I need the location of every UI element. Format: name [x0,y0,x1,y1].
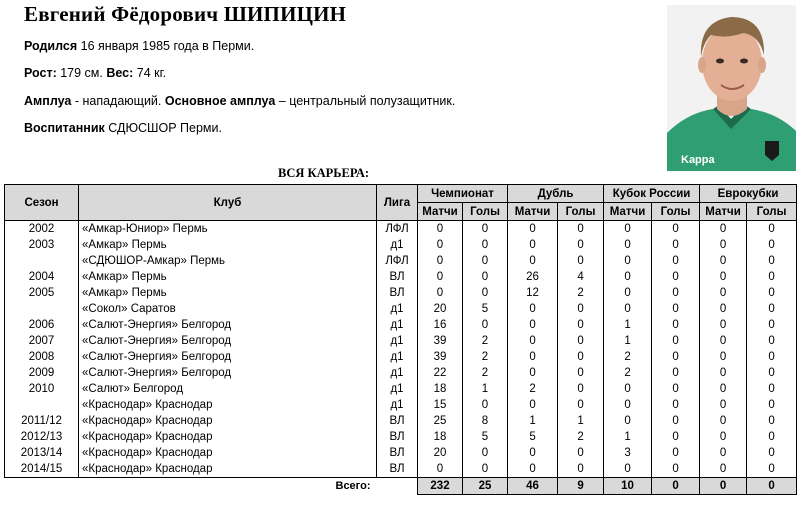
club-cell: «Амкар-Юниор» Пермь [79,221,377,238]
cup-goals-cell: 0 [652,445,700,461]
cup-matches-cell: 1 [604,317,652,333]
season-cell: 2008 [5,349,79,365]
euro-goals-cell: 0 [747,301,797,317]
reserve-goals-cell: 2 [558,429,604,445]
career-row [5,221,797,238]
reserve-matches-cell: 0 [508,237,558,253]
cup-goals-cell: 0 [652,461,700,478]
cup-matches-cell: 3 [604,445,652,461]
season-cell: 2007 [5,333,79,349]
birth-value: 16 января 1985 года в Перми. [80,39,255,53]
league-cell: ВЛ [377,269,418,285]
total-value: 9 [558,478,604,495]
career-row [5,237,797,253]
champ-goals-cell: 2 [463,349,508,365]
champ-matches-cell: 20 [418,445,463,461]
career-row [5,317,797,333]
role-label: Амплуа [24,94,72,108]
euro-matches-cell: 0 [700,237,747,253]
total-value: 10 [604,478,652,495]
champ-goals-cell: 0 [463,397,508,413]
league-cell: ЛФЛ [377,253,418,269]
totals-blank [5,478,79,495]
euro-matches-cell: 0 [700,413,747,429]
reserve-goals-cell: 4 [558,269,604,285]
champ-matches-cell: 20 [418,301,463,317]
reserve-goals-cell: 0 [558,221,604,238]
champ-goals-cell: 2 [463,333,508,349]
cup-goals-cell: 0 [652,397,700,413]
cup-matches-cell: 0 [604,301,652,317]
season-cell [5,253,79,269]
euro-matches-cell: 0 [700,269,747,285]
euro-goals-cell: 0 [747,221,797,238]
champ-goals-cell: 0 [463,253,508,269]
euro-goals-cell: 0 [747,381,797,397]
club-cell: «Краснодар» Краснодар [79,461,377,478]
euro-goals-cell: 0 [747,269,797,285]
reserve-matches-cell: 0 [508,349,558,365]
euro-matches-cell: 0 [700,301,747,317]
champ-matches-cell: 0 [418,269,463,285]
cup-goals-cell: 0 [652,349,700,365]
total-value: 46 [508,478,558,495]
club-cell: «Амкар» Пермь [79,269,377,285]
header-matches: Матчи [604,203,652,221]
header-goals: Голы [463,203,508,221]
reserve-goals-cell: 0 [558,317,604,333]
champ-goals-cell: 0 [463,317,508,333]
reserve-goals-cell: 0 [558,397,604,413]
euro-matches-cell: 0 [700,429,747,445]
champ-goals-cell: 0 [463,461,508,478]
cup-matches-cell: 0 [604,285,652,301]
euro-goals-cell: 0 [747,413,797,429]
euro-goals-cell: 0 [747,237,797,253]
euro-goals-cell: 0 [747,317,797,333]
weight-label: Вес: [106,66,134,80]
euro-matches-cell: 0 [700,381,747,397]
cup-goals-cell: 0 [652,333,700,349]
club-cell: «Салют» Белгород [79,381,377,397]
champ-matches-cell: 0 [418,237,463,253]
reserve-matches-cell: 12 [508,285,558,301]
champ-matches-cell: 25 [418,413,463,429]
reserve-matches-cell: 0 [508,333,558,349]
euro-goals-cell: 0 [747,461,797,478]
champ-goals-cell: 0 [463,237,508,253]
season-cell: 2004 [5,269,79,285]
header-matches: Матчи [418,203,463,221]
reserve-goals-cell: 0 [558,301,604,317]
euro-matches-cell: 0 [700,365,747,381]
main-role-label: Основное амплуа [164,94,276,108]
jersey-text: Kappa [681,154,715,166]
club-cell: «Краснодар» Краснодар [79,445,377,461]
career-row [5,381,797,397]
cup-goals-cell: 0 [652,301,700,317]
reserve-goals-cell: 0 [558,381,604,397]
club-cell: «Салют-Энергия» Белгород [79,317,377,333]
reserve-matches-cell: 0 [508,365,558,381]
role-value: - нападающий. [74,94,162,108]
league-cell: д1 [377,333,418,349]
league-cell: д1 [377,349,418,365]
club-cell: «Сокол» Саратов [79,301,377,317]
career-table [4,184,797,495]
reserve-goals-cell: 0 [558,365,604,381]
cup-matches-cell: 0 [604,381,652,397]
total-value: 0 [747,478,797,495]
club-cell: «Салют-Энергия» Белгород [79,333,377,349]
euro-goals-cell: 0 [747,285,797,301]
cup-matches-cell: 2 [604,365,652,381]
total-value: 232 [418,478,463,495]
player-name: Евгений Фёдорович ШИПИЦИН [24,2,347,26]
league-cell: ВЛ [377,413,418,429]
euro-matches-cell: 0 [700,349,747,365]
season-cell: 2014/15 [5,461,79,478]
career-row [5,285,797,301]
league-cell: ВЛ [377,285,418,301]
reserve-goals-cell: 1 [558,413,604,429]
league-cell: д1 [377,397,418,413]
cup-goals-cell: 0 [652,237,700,253]
cup-matches-cell: 0 [604,269,652,285]
player-portrait-image [667,5,796,171]
main-role-value: – центральный полузащитник. [278,94,456,108]
reserve-matches-cell: 0 [508,221,558,238]
role-line [24,94,455,108]
height-label: Рост: [24,66,57,80]
euro-goals-cell: 0 [747,397,797,413]
height-value: 179 см. [60,66,103,80]
euro-goals-cell: 0 [747,349,797,365]
champ-goals-cell: 5 [463,301,508,317]
career-row [5,413,797,429]
reserve-matches-cell: 1 [508,413,558,429]
euro-goals-cell: 0 [747,333,797,349]
season-cell: 2003 [5,237,79,253]
cup-matches-cell: 0 [604,237,652,253]
reserve-matches-cell: 2 [508,381,558,397]
champ-goals-cell: 0 [463,269,508,285]
reserve-matches-cell: 0 [508,317,558,333]
league-cell: д1 [377,317,418,333]
season-cell: 2012/13 [5,429,79,445]
euro-goals-cell: 0 [747,429,797,445]
header-club: Клуб [79,185,377,221]
career-row [5,429,797,445]
euro-matches-cell: 0 [700,253,747,269]
totals-label: Всего: [79,478,377,495]
career-title: ВСЯ КАРЬЕРА: [278,166,370,180]
champ-goals-cell: 8 [463,413,508,429]
reserve-goals-cell: 2 [558,285,604,301]
league-cell: д1 [377,237,418,253]
cup-matches-cell: 0 [604,221,652,238]
career-row [5,365,797,381]
season-cell: 2002 [5,221,79,238]
cup-goals-cell: 0 [652,269,700,285]
euro-matches-cell: 0 [700,285,747,301]
total-value: 0 [700,478,747,495]
season-cell: 2006 [5,317,79,333]
cup-matches-cell: 1 [604,333,652,349]
cup-goals-cell: 0 [652,253,700,269]
euro-matches-cell: 0 [700,221,747,238]
season-cell: 2009 [5,365,79,381]
cup-matches-cell: 0 [604,397,652,413]
reserve-matches-cell: 5 [508,429,558,445]
club-cell: «Краснодар» Краснодар [79,397,377,413]
cup-goals-cell: 0 [652,429,700,445]
euro-goals-cell: 0 [747,253,797,269]
reserve-matches-cell: 0 [508,445,558,461]
career-row [5,349,797,365]
club-cell: «Салют-Энергия» Белгород [79,349,377,365]
club-cell: «Краснодар» Краснодар [79,413,377,429]
champ-goals-cell: 5 [463,429,508,445]
header-reserve: Дубль [508,185,604,203]
champ-matches-cell: 22 [418,365,463,381]
cup-matches-cell: 1 [604,429,652,445]
header-matches: Матчи [700,203,747,221]
champ-goals-cell: 0 [463,221,508,238]
academy-label: Воспитанник [24,121,105,135]
champ-matches-cell: 0 [418,221,463,238]
cup-matches-cell: 0 [604,461,652,478]
champ-matches-cell: 0 [418,285,463,301]
reserve-goals-cell: 0 [558,253,604,269]
champ-matches-cell: 0 [418,461,463,478]
reserve-matches-cell: 26 [508,269,558,285]
season-cell: 2005 [5,285,79,301]
euro-goals-cell: 0 [747,365,797,381]
champ-goals-cell: 0 [463,285,508,301]
header-matches: Матчи [508,203,558,221]
career-row [5,397,797,413]
total-value: 0 [652,478,700,495]
total-value: 25 [463,478,508,495]
header-cup: Кубок России [604,185,700,203]
cup-goals-cell: 0 [652,413,700,429]
league-cell: д1 [377,301,418,317]
cup-goals-cell: 0 [652,285,700,301]
champ-matches-cell: 39 [418,349,463,365]
cup-goals-cell: 0 [652,365,700,381]
cup-matches-cell: 0 [604,253,652,269]
cup-goals-cell: 0 [652,381,700,397]
career-row [5,445,797,461]
header-season: Сезон [5,185,79,221]
season-cell [5,397,79,413]
club-cell: «Амкар» Пермь [79,237,377,253]
league-cell: ВЛ [377,429,418,445]
header-league: Лига [377,185,418,221]
totals-blank [377,478,418,495]
header-goals: Голы [747,203,797,221]
career-row [5,333,797,349]
champ-matches-cell: 39 [418,333,463,349]
league-cell: ЛФЛ [377,221,418,238]
header-goals: Голы [652,203,700,221]
reserve-goals-cell: 0 [558,349,604,365]
league-cell: д1 [377,381,418,397]
reserve-goals-cell: 0 [558,461,604,478]
league-cell: ВЛ [377,461,418,478]
euro-matches-cell: 0 [700,445,747,461]
champ-matches-cell: 18 [418,381,463,397]
champ-goals-cell: 1 [463,381,508,397]
club-cell: «Салют-Энергия» Белгород [79,365,377,381]
reserve-goals-cell: 0 [558,333,604,349]
champ-matches-cell: 0 [418,253,463,269]
career-row [5,253,797,269]
career-row [5,301,797,317]
academy-line [24,121,222,135]
champ-matches-cell: 16 [418,317,463,333]
champ-matches-cell: 15 [418,397,463,413]
header-euro: Еврокубки [700,185,797,203]
champ-goals-cell: 2 [463,365,508,381]
euro-matches-cell: 0 [700,317,747,333]
player-photo [667,5,796,171]
reserve-matches-cell: 0 [508,397,558,413]
champ-matches-cell: 18 [418,429,463,445]
season-cell [5,301,79,317]
champ-goals-cell: 0 [463,445,508,461]
euro-matches-cell: 0 [700,461,747,478]
euro-goals-cell: 0 [747,445,797,461]
euro-matches-cell: 0 [700,333,747,349]
season-cell: 2011/12 [5,413,79,429]
reserve-matches-cell: 0 [508,253,558,269]
cup-goals-cell: 0 [652,317,700,333]
league-cell: ВЛ [377,445,418,461]
cup-matches-cell: 2 [604,349,652,365]
reserve-goals-cell: 0 [558,445,604,461]
birth-label: Родился [24,39,78,53]
reserve-matches-cell: 0 [508,461,558,478]
season-cell: 2010 [5,381,79,397]
academy-value: СДЮСШОР Перми. [108,121,222,135]
club-cell: «Амкар» Пермь [79,285,377,301]
club-cell: «Краснодар» Краснодар [79,429,377,445]
league-cell: д1 [377,365,418,381]
cup-matches-cell: 0 [604,413,652,429]
header-championship: Чемпионат [418,185,508,203]
club-cell: «СДЮШОР-Амкар» Пермь [79,253,377,269]
physical-line [24,66,166,80]
season-cell: 2013/14 [5,445,79,461]
euro-matches-cell: 0 [700,397,747,413]
reserve-goals-cell: 0 [558,237,604,253]
header-goals: Голы [558,203,604,221]
reserve-matches-cell: 0 [508,301,558,317]
weight-value: 74 кг. [136,66,167,80]
career-row [5,461,797,478]
career-row [5,269,797,285]
birth-line [24,39,254,53]
cup-goals-cell: 0 [652,221,700,238]
